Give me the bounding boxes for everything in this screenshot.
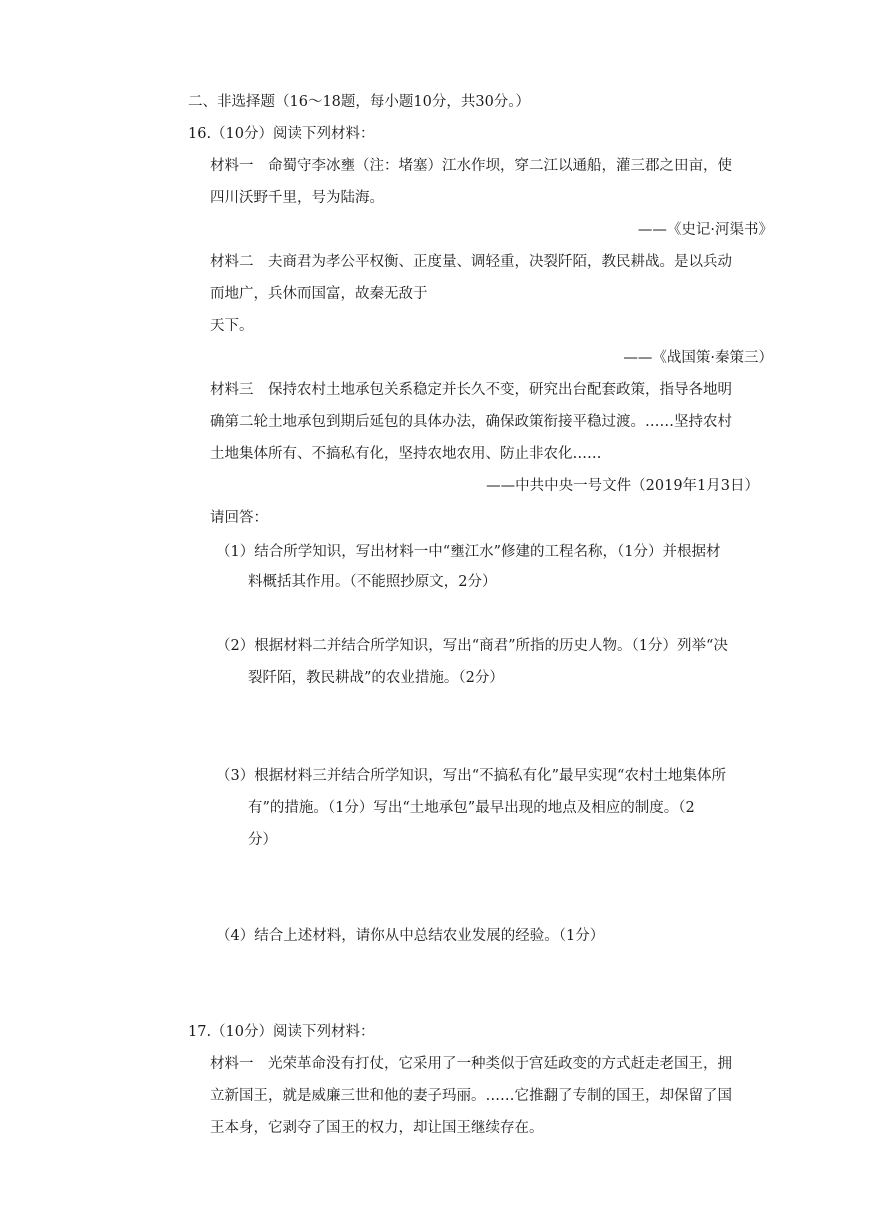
q16-material-1-line-1: 材料一 命蜀守李冰壅（注：堵塞）江水作坝，穿二江以通船，灌三郡之田亩，使	[210, 158, 732, 174]
q17-material-1-line-3: 王本身，它剥夺了国王的权力，却让国王继续存在。	[210, 1120, 544, 1136]
q16-subquestion-1-line-2: 料概括其作用。（不能照抄原文，2分）	[248, 574, 497, 590]
q16-material-2-line-2: 而地广，兵休而国富，故秦无敌于	[210, 286, 428, 302]
q16-material-3-source: ——中共中央一号文件（2019年1月3日）	[486, 478, 759, 494]
question-17-stem: 17.（10分）阅读下列材料：	[188, 1024, 375, 1040]
q16-material-2-line-1: 材料二 夫商君为孝公平权衡、正度量、调轻重，决裂阡陌，教民耕战。是以兵动	[210, 254, 732, 270]
q16-subquestion-2-line-2: 裂阡陌，教民耕战”的农业措施。（2分）	[248, 670, 504, 686]
q16-subquestion-2-line-1: （2）根据材料二并结合所学知识，写出“商君”所指的历史人物。（1分）列举“决	[216, 638, 728, 654]
q16-prompt: 请回答：	[210, 510, 268, 526]
q16-material-3-line-1: 材料三 保持农村土地承包关系稳定并长久不变，研究出台配套政策，指导各地明	[210, 382, 732, 398]
q16-subquestion-3-line-2: 有”的措施。（1分）写出“土地承包”最早出现的地点及相应的制度。（2	[248, 800, 695, 816]
q16-subquestion-1-line-1: （1）结合所学知识，写出材料一中“壅江水”修建的工程名称，（1分）并根据材	[216, 544, 721, 560]
question-16-stem: 16.（10分）阅读下列材料：	[188, 126, 375, 142]
q16-material-1-line-2: 四川沃野千里，号为陆海。	[210, 190, 384, 206]
section-heading: 二、非选择题（16～18题，每小题10分，共30分。）	[188, 94, 531, 110]
q16-material-2-line-3: 天下。	[210, 318, 254, 334]
q16-subquestion-3-line-3: 分）	[248, 832, 277, 848]
q16-material-3-line-3: 土地集体所有、不搞私有化，坚持农地农用、防止非农化……	[210, 446, 602, 462]
q16-subquestion-3-line-1: （3）根据材料三并结合所学知识，写出“不搞私有化”最早实现“农村土地集体所	[216, 768, 726, 784]
q16-material-1-source: ——《史记·河渠书》	[637, 222, 773, 238]
q17-material-1-line-1: 材料一 光荣革命没有打仗，它采用了一种类似于宫廷政变的方式赶走老国王，拥	[210, 1056, 732, 1072]
q17-material-1-line-2: 立新国王，就是威廉三世和他的妻子玛丽。……它推翻了专制的国王，却保留了国	[210, 1088, 732, 1104]
q16-material-3-line-2: 确第二轮土地承包到期后延包的具体办法，确保政策衔接平稳过渡。……坚持农村	[210, 414, 732, 430]
q16-subquestion-4-line-1: （4）结合上述材料，请你从中总结农业发展的经验。（1分）	[216, 928, 605, 944]
q16-material-2-source: ——《战国策·秦策三）	[623, 350, 773, 366]
